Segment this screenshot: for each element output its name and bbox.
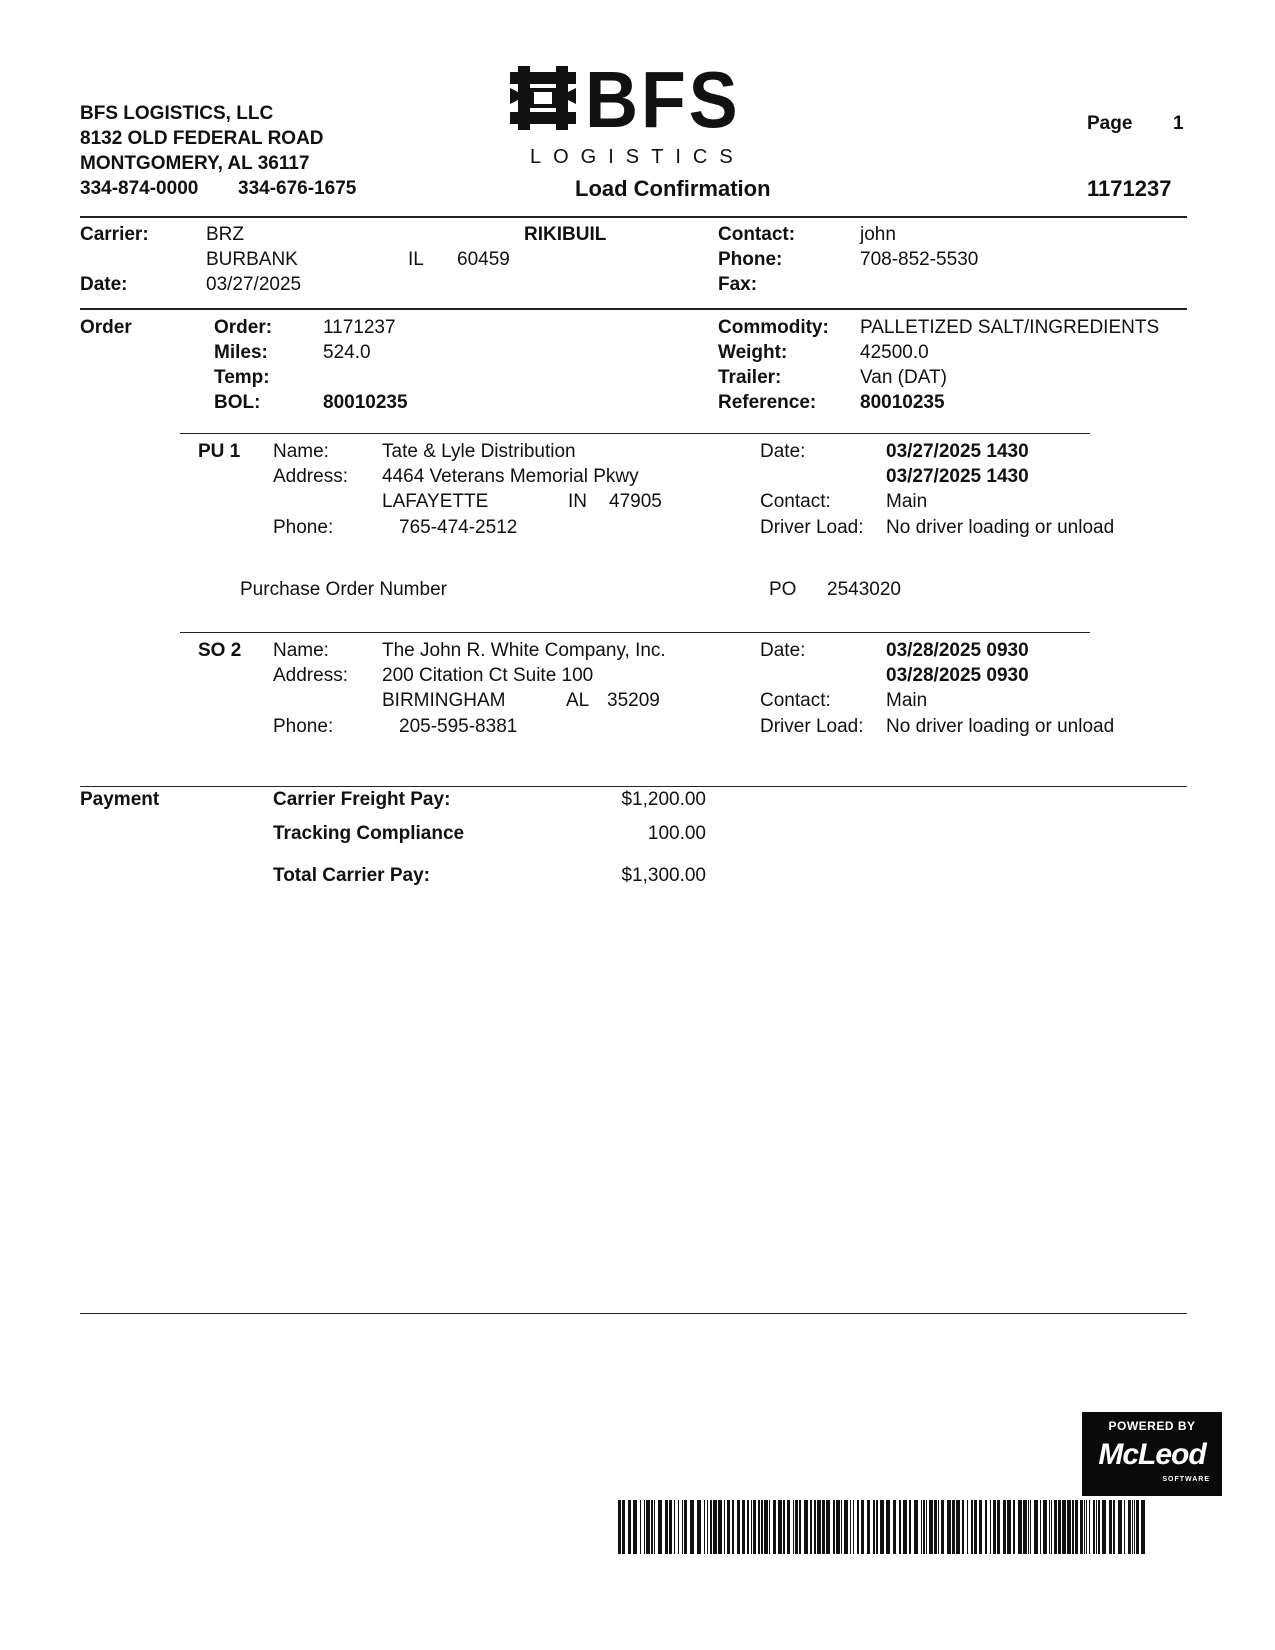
stop-address: 4464 Veterans Memorial Pkwy — [382, 466, 639, 487]
bol-value: 80010235 — [323, 392, 408, 413]
divider-carrier — [80, 308, 1187, 310]
stop-city: BIRMINGHAM — [382, 690, 506, 711]
stop-name: The John R. White Company, Inc. — [382, 640, 666, 661]
company-address-line2: MONTGOMERY, AL 36117 — [80, 153, 310, 174]
mcleod-wordmark: McLeod — [1098, 1438, 1206, 1471]
stop-contact: Main — [886, 491, 928, 512]
stop-state: AL — [566, 690, 590, 711]
stop-date-late: 03/28/2025 0930 — [886, 665, 1029, 686]
phone-value: 708-852-5530 — [860, 249, 979, 270]
document-title: Load Confirmation — [575, 176, 771, 201]
stop-phone-label: Phone: — [273, 716, 334, 737]
stop-label: PU 1 — [198, 441, 241, 462]
miles-value: 524.0 — [323, 342, 371, 363]
po-description: Purchase Order Number — [240, 579, 447, 600]
divider-top — [80, 216, 1187, 218]
reference-label: Reference: — [718, 392, 817, 413]
header-order-id: 1171237 — [1087, 176, 1172, 201]
company-phone-2: 334-676-1675 — [238, 178, 357, 199]
barcode-icon — [618, 1500, 1148, 1554]
divider-stop-1 — [180, 433, 1090, 434]
divider-bottom — [80, 1313, 1187, 1314]
stop-name-label: Name: — [273, 640, 329, 661]
weight-value: 42500.0 — [860, 342, 929, 363]
stop-city: LAFAYETTE — [382, 491, 489, 512]
stop-phone-label: Phone: — [273, 517, 334, 538]
stop-contact-label: Contact: — [760, 690, 831, 711]
commodity-value: PALLETIZED SALT/INGREDIENTS — [860, 317, 1160, 338]
commodity-label: Commodity: — [718, 317, 829, 338]
carrier-code: BRZ — [206, 224, 244, 245]
stop-driver-load-label: Driver Load: — [760, 517, 864, 538]
payment-section-label: Payment — [80, 789, 160, 810]
stop-date-late: 03/27/2025 1430 — [886, 466, 1029, 487]
powered-by-label: POWERED BY — [1108, 1419, 1196, 1433]
phone-label: Phone: — [718, 249, 783, 270]
company-name: BFS LOGISTICS, LLC — [80, 103, 274, 124]
trailer-label: Trailer: — [718, 367, 782, 388]
mcleod-software-label: SOFTWARE — [1162, 1476, 1210, 1483]
trailer-value: Van (DAT) — [860, 367, 947, 388]
contact-label: Contact: — [718, 224, 796, 245]
total-pay-label: Total Carrier Pay: — [273, 865, 430, 886]
stop-date-label: Date: — [760, 441, 806, 462]
bol-label: BOL: — [214, 392, 261, 413]
temp-label: Temp: — [214, 367, 270, 388]
tracking-compliance-label: Tracking Compliance — [273, 823, 465, 844]
carrier-state: IL — [408, 249, 424, 270]
order-number: 1171237 — [323, 317, 396, 338]
freight-pay-amount: $1,200.00 — [621, 789, 706, 810]
contact-value: john — [860, 224, 896, 245]
stop-name: Tate & Lyle Distribution — [382, 441, 576, 462]
stop-contact: Main — [886, 690, 928, 711]
company-address-line1: 8132 OLD FEDERAL ROAD — [80, 128, 324, 149]
stop-zip: 47905 — [609, 491, 662, 512]
divider-stop-2 — [180, 632, 1090, 633]
reference-value: 80010235 — [860, 392, 945, 413]
po-label: PO — [769, 579, 797, 600]
stop-name-label: Name: — [273, 441, 329, 462]
stop-driver-load-label: Driver Load: — [760, 716, 864, 737]
miles-label: Miles: — [214, 342, 268, 363]
stop-driver-load: No driver loading or unload — [886, 517, 1115, 538]
stop-address-label: Address: — [273, 665, 348, 686]
order-number-label: Order: — [214, 317, 273, 338]
weight-label: Weight: — [718, 342, 788, 363]
stop-driver-load: No driver loading or unload — [886, 716, 1115, 737]
stop-address: 200 Citation Ct Suite 100 — [382, 665, 594, 686]
tracking-compliance-amount: 100.00 — [647, 823, 706, 844]
carrier-zip: 60459 — [457, 249, 510, 270]
page-label: Page — [1087, 113, 1133, 134]
mcleod-badge — [1082, 1412, 1222, 1496]
carrier-date: 03/27/2025 — [206, 274, 302, 295]
stop-address-label: Address: — [273, 466, 348, 487]
carrier-date-label: Date: — [80, 274, 128, 295]
stop-state: IN — [568, 491, 587, 512]
stop-phone: 205-595-8381 — [399, 716, 518, 737]
order-section-label: Order — [80, 317, 132, 338]
carrier-city: BURBANK — [206, 249, 298, 270]
stop-contact-label: Contact: — [760, 491, 831, 512]
po-number: 2543020 — [827, 579, 901, 600]
stop-date-early: 03/27/2025 1430 — [886, 441, 1029, 462]
stop-label: SO 2 — [198, 640, 242, 661]
stop-date-label: Date: — [760, 640, 806, 661]
stop-date-early: 03/28/2025 0930 — [886, 640, 1029, 661]
total-pay-amount: $1,300.00 — [621, 865, 706, 886]
fax-label: Fax: — [718, 274, 758, 295]
stop-zip: 35209 — [607, 690, 660, 711]
carrier-name: RIKIBUIL — [524, 224, 607, 245]
page-number: 1 — [1173, 113, 1184, 134]
logo-subtitle: LOGISTICS — [530, 146, 745, 168]
freight-pay-label: Carrier Freight Pay: — [273, 789, 451, 810]
company-phone-1: 334-874-0000 — [80, 178, 199, 199]
logo-wordmark: BFS — [585, 55, 741, 144]
stop-phone: 765-474-2512 — [399, 517, 518, 538]
carrier-label: Carrier: — [80, 224, 149, 245]
divider-payment — [80, 786, 1187, 787]
bfs-starburst-logo-icon — [510, 66, 576, 130]
